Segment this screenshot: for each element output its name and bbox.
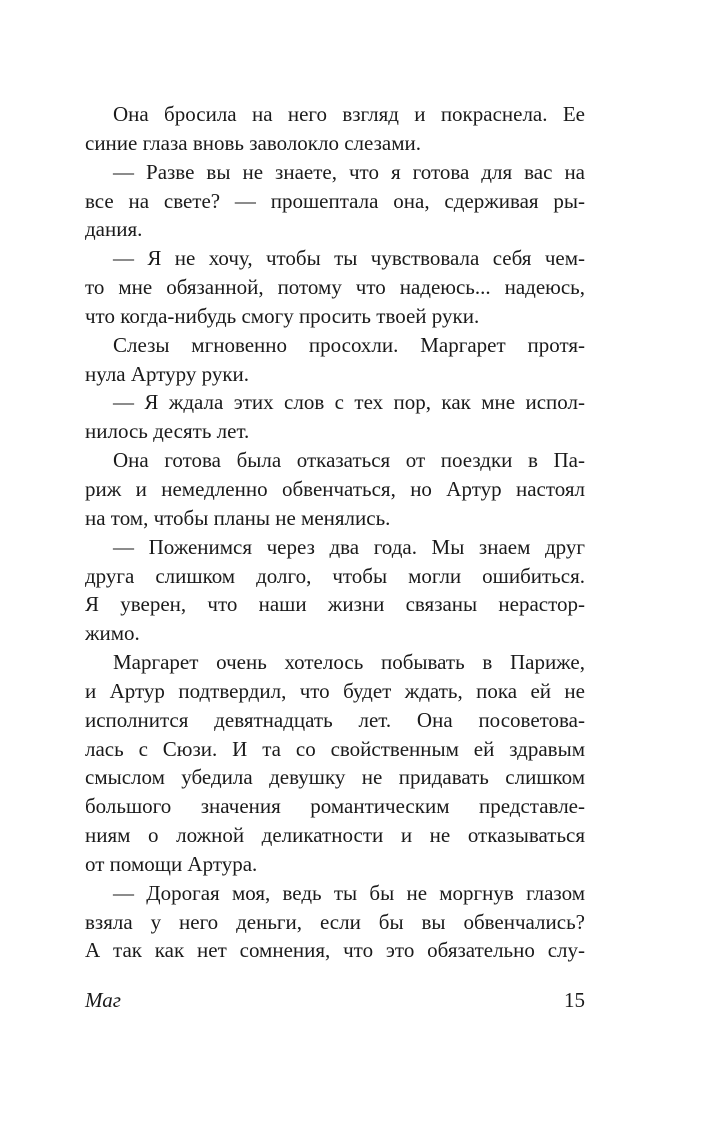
text-line: все на свете? — прошептала она, сдерживая ры- <box>85 188 585 213</box>
text-line: то мне обязанной, потому что надеюсь... надеюсь, <box>85 275 585 300</box>
page-footer <box>85 988 585 1018</box>
running-title: Маг <box>85 988 121 1012</box>
body-text <box>85 100 585 965</box>
text-line: лась с Сюзи. И та со свойственным ей здравым <box>85 736 585 761</box>
text-line: исполнится девятнадцать лет. Она посоветова- <box>85 707 585 732</box>
text-line: смыслом убедила девушку не придавать слишком <box>85 765 585 790</box>
text-line: взяла у него деньги, если бы вы обвенчались? <box>85 909 585 934</box>
text-line: синие глаза вновь заволокло слезами. <box>85 130 422 155</box>
text-line: Маргарет очень хотелось побывать в Париже, <box>113 650 585 675</box>
text-line: нилось десять лет. <box>85 419 250 444</box>
text-line: А так как нет сомнения, что это обязательно слу- <box>85 938 585 963</box>
text-line: Слезы мгновенно просохли. Маргарет протя- <box>113 332 585 357</box>
text-line: от помощи Артура. <box>85 851 258 876</box>
text-line: что когда-нибудь смогу просить твоей руки. <box>85 303 480 328</box>
text-line: Она готова была отказаться от поездки в Па- <box>113 448 585 473</box>
text-line: — Разве вы не знаете, что я готова для вас на <box>113 159 585 184</box>
page-number: 15 <box>564 988 585 1012</box>
text-line: большого значения романтическим представле- <box>85 794 585 819</box>
text-line: — Я ждала этих слов с тех пор, как мне испол- <box>113 390 585 415</box>
text-line: ниям о ложной деликатности и не отказываться <box>85 823 585 848</box>
text-line: риж и немедленно обвенчаться, но Артур настоял <box>85 476 585 501</box>
text-line: нула Артуру руки. <box>85 361 250 386</box>
text-line: и Артур подтвердил, что будет ждать, пока ей не <box>85 678 585 703</box>
text-line: друга слишком долго, чтобы могли ошибиться. <box>85 563 585 588</box>
text-line: Я уверен, что наши жизни связаны нерастор- <box>85 592 585 617</box>
text-line: — Дорогая моя, ведь ты бы не моргнув глазом <box>113 880 585 905</box>
text-line: — Я не хочу, чтобы ты чувствовала себя чем- <box>113 246 585 271</box>
text-line: дания. <box>85 217 143 242</box>
text-line: на том, чтобы планы не менялись. <box>85 505 391 530</box>
text-line: Она бросила на него взгляд и покраснела. Ее <box>113 102 585 126</box>
text-line: — Поженимся через два года. Мы знаем друг <box>113 534 585 559</box>
text-line: жимо. <box>85 621 140 646</box>
